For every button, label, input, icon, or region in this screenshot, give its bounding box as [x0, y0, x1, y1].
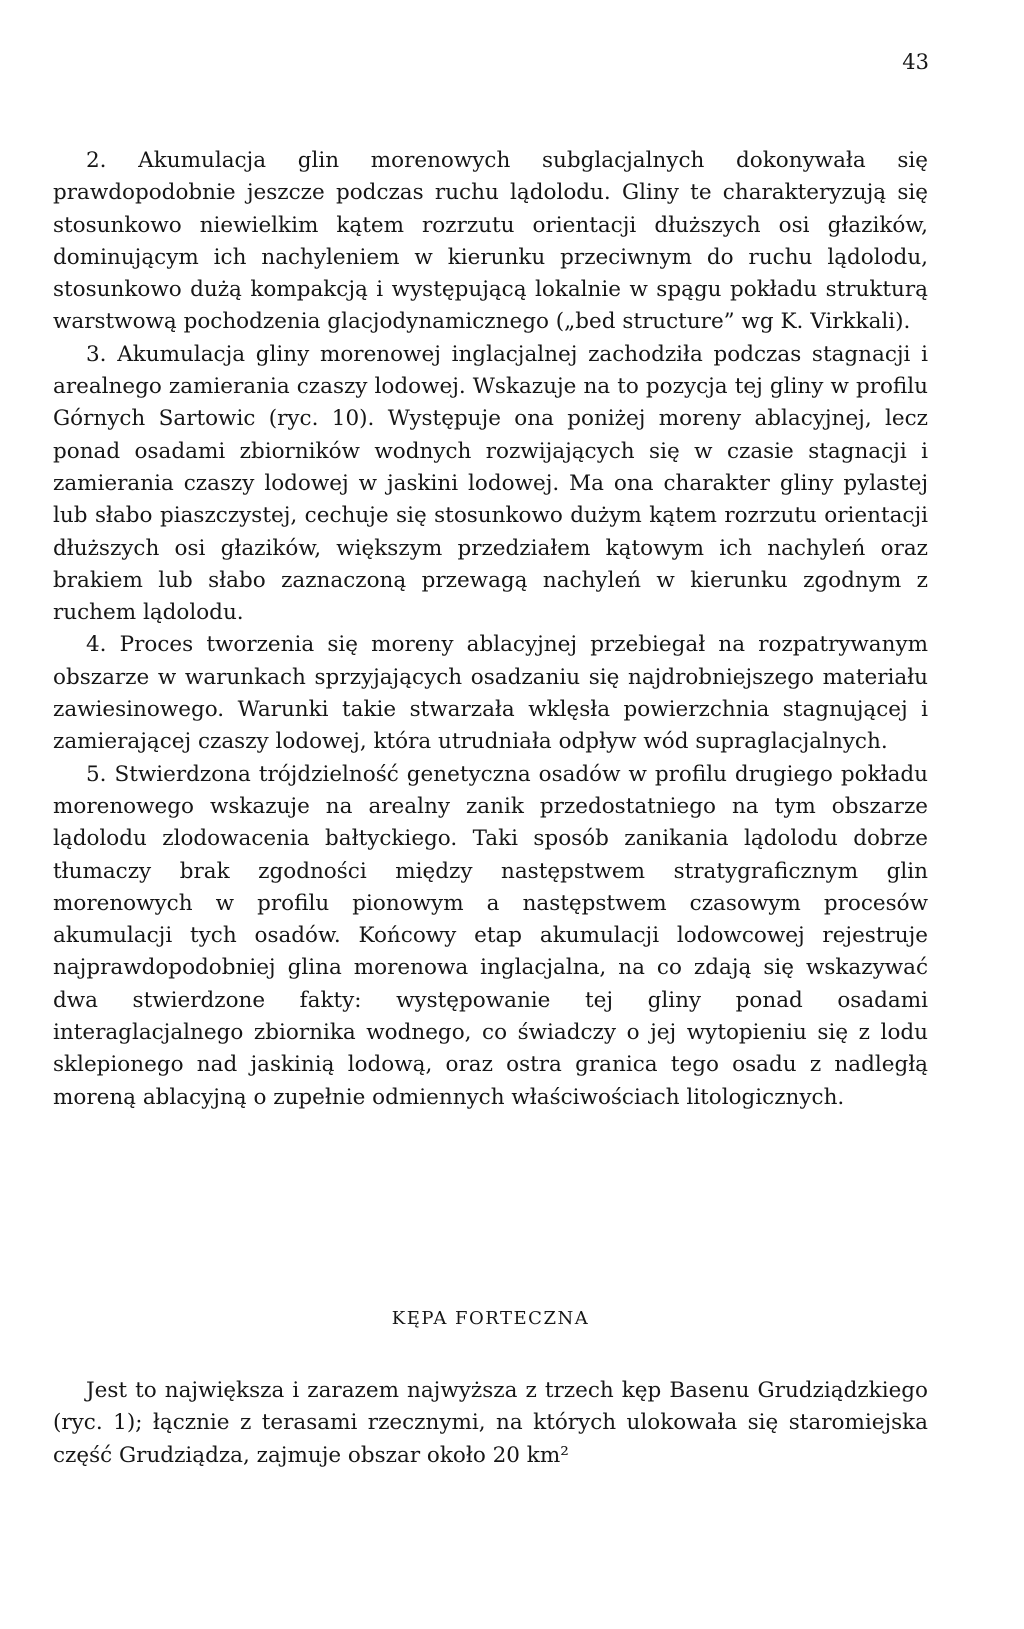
- section-paragraph: Jest to największa i zarazem najwyższa z trzech kęp Basenu Grudziądzkiego (ryc. 1); łącznie z terasami rzecznymi, na których ulokowała się staromiejska część Grudziądza, zajmuje obszar około 20 km²: [53, 1378, 928, 1468]
- body-text: [53, 145, 928, 1114]
- paragraph-4: 4. Proces tworzenia się moreny ablacyjnej przebiegał na rozpatrywanym obszarze w warunkach sprzyjających osadzaniu się najdrobniejszego materiału zawiesinowego. Warunki takie stwarzała wklęsła powierzchnia stagnującej i zamierającej czaszy lodowej, która utrudniała odpływ wód supraglacjalnych.: [53, 632, 928, 755]
- paragraph-5: 5. Stwierdzona trójdzielność genetyczna osadów w profilu drugiego pokładu morenowego wskazuje na arealny zanik przedostatniego na tym obszarze lądolodu zlodowacenia bałtyckiego. Taki sposób zanikania lądolodu dobrze tłumaczy brak zgodności między następstwem stratygraficznym glin morenowych w profilu pionowym a następstwem czasowym procesów akumulacji tych osadów. Końcowy etap akumulacji lodowcowej rejestruje najprawdopodobniej glina morenowa inglacjalna, na co zdają się wskazywać dwa stwierdzone fakty: występowanie tej gliny ponad osadami interaglacjalnego zbiornika wodnego, co świadczy o jej wytopieniu się z lodu sklepionego nad jaskinią lodową, oraz ostra granica tego osadu z nadległą moreną ablacyjną o zupełnie odmiennych właściwościach litologicznych.: [53, 761, 928, 1110]
- paragraph-3: 3. Akumulacja gliny morenowej inglacjalnej zachodziła podczas stagnacji i arealnego zamierania czaszy lodowej. Wskazuje na to pozycja tej gliny w profilu Górnych Sartowic (ryc. 10). Występuje ona poniżej moreny ablacyjnej, lecz ponad osadami zbiorników wodnych rozwijających się w czasie stagnacji i zamierania czaszy lodowej w jaskini lodowej. Ma ona charakter gliny pylastej lub słabo piaszczystej, cechuje się stosunkowo dużym kątem rozrzutu orientacji dłuższych osi głazików, większym przedziałem kątowym ich nachyleń oraz brakiem lub słabo zaznaczoną przewagą nachyleń w kierunku zgodnym z ruchem lądolodu.: [53, 341, 928, 626]
- page-number: 43: [902, 50, 929, 74]
- section-heading: KĘPA FORTECZNA: [391, 1308, 590, 1329]
- section-text: [53, 1375, 928, 1472]
- paragraph-2: 2. Akumulacja glin morenowych subglacjalnych dokonywała się prawdopodobnie jeszcze podczas ruchu lądolodu. Gliny te charakteryzują się stosunkowo niewielkim kątem rozrzutu orientacji dłuższych osi głazików, dominującym ich nachyleniem w kierunku przeciwnym do ruchu lądolodu, stosunkowo dużą kompakcją i występującą lokalnie w spągu pokładu strukturą warstwową pochodzenia glacjodynamicznego („bed structure” wg K. Virkkali).: [53, 148, 928, 335]
